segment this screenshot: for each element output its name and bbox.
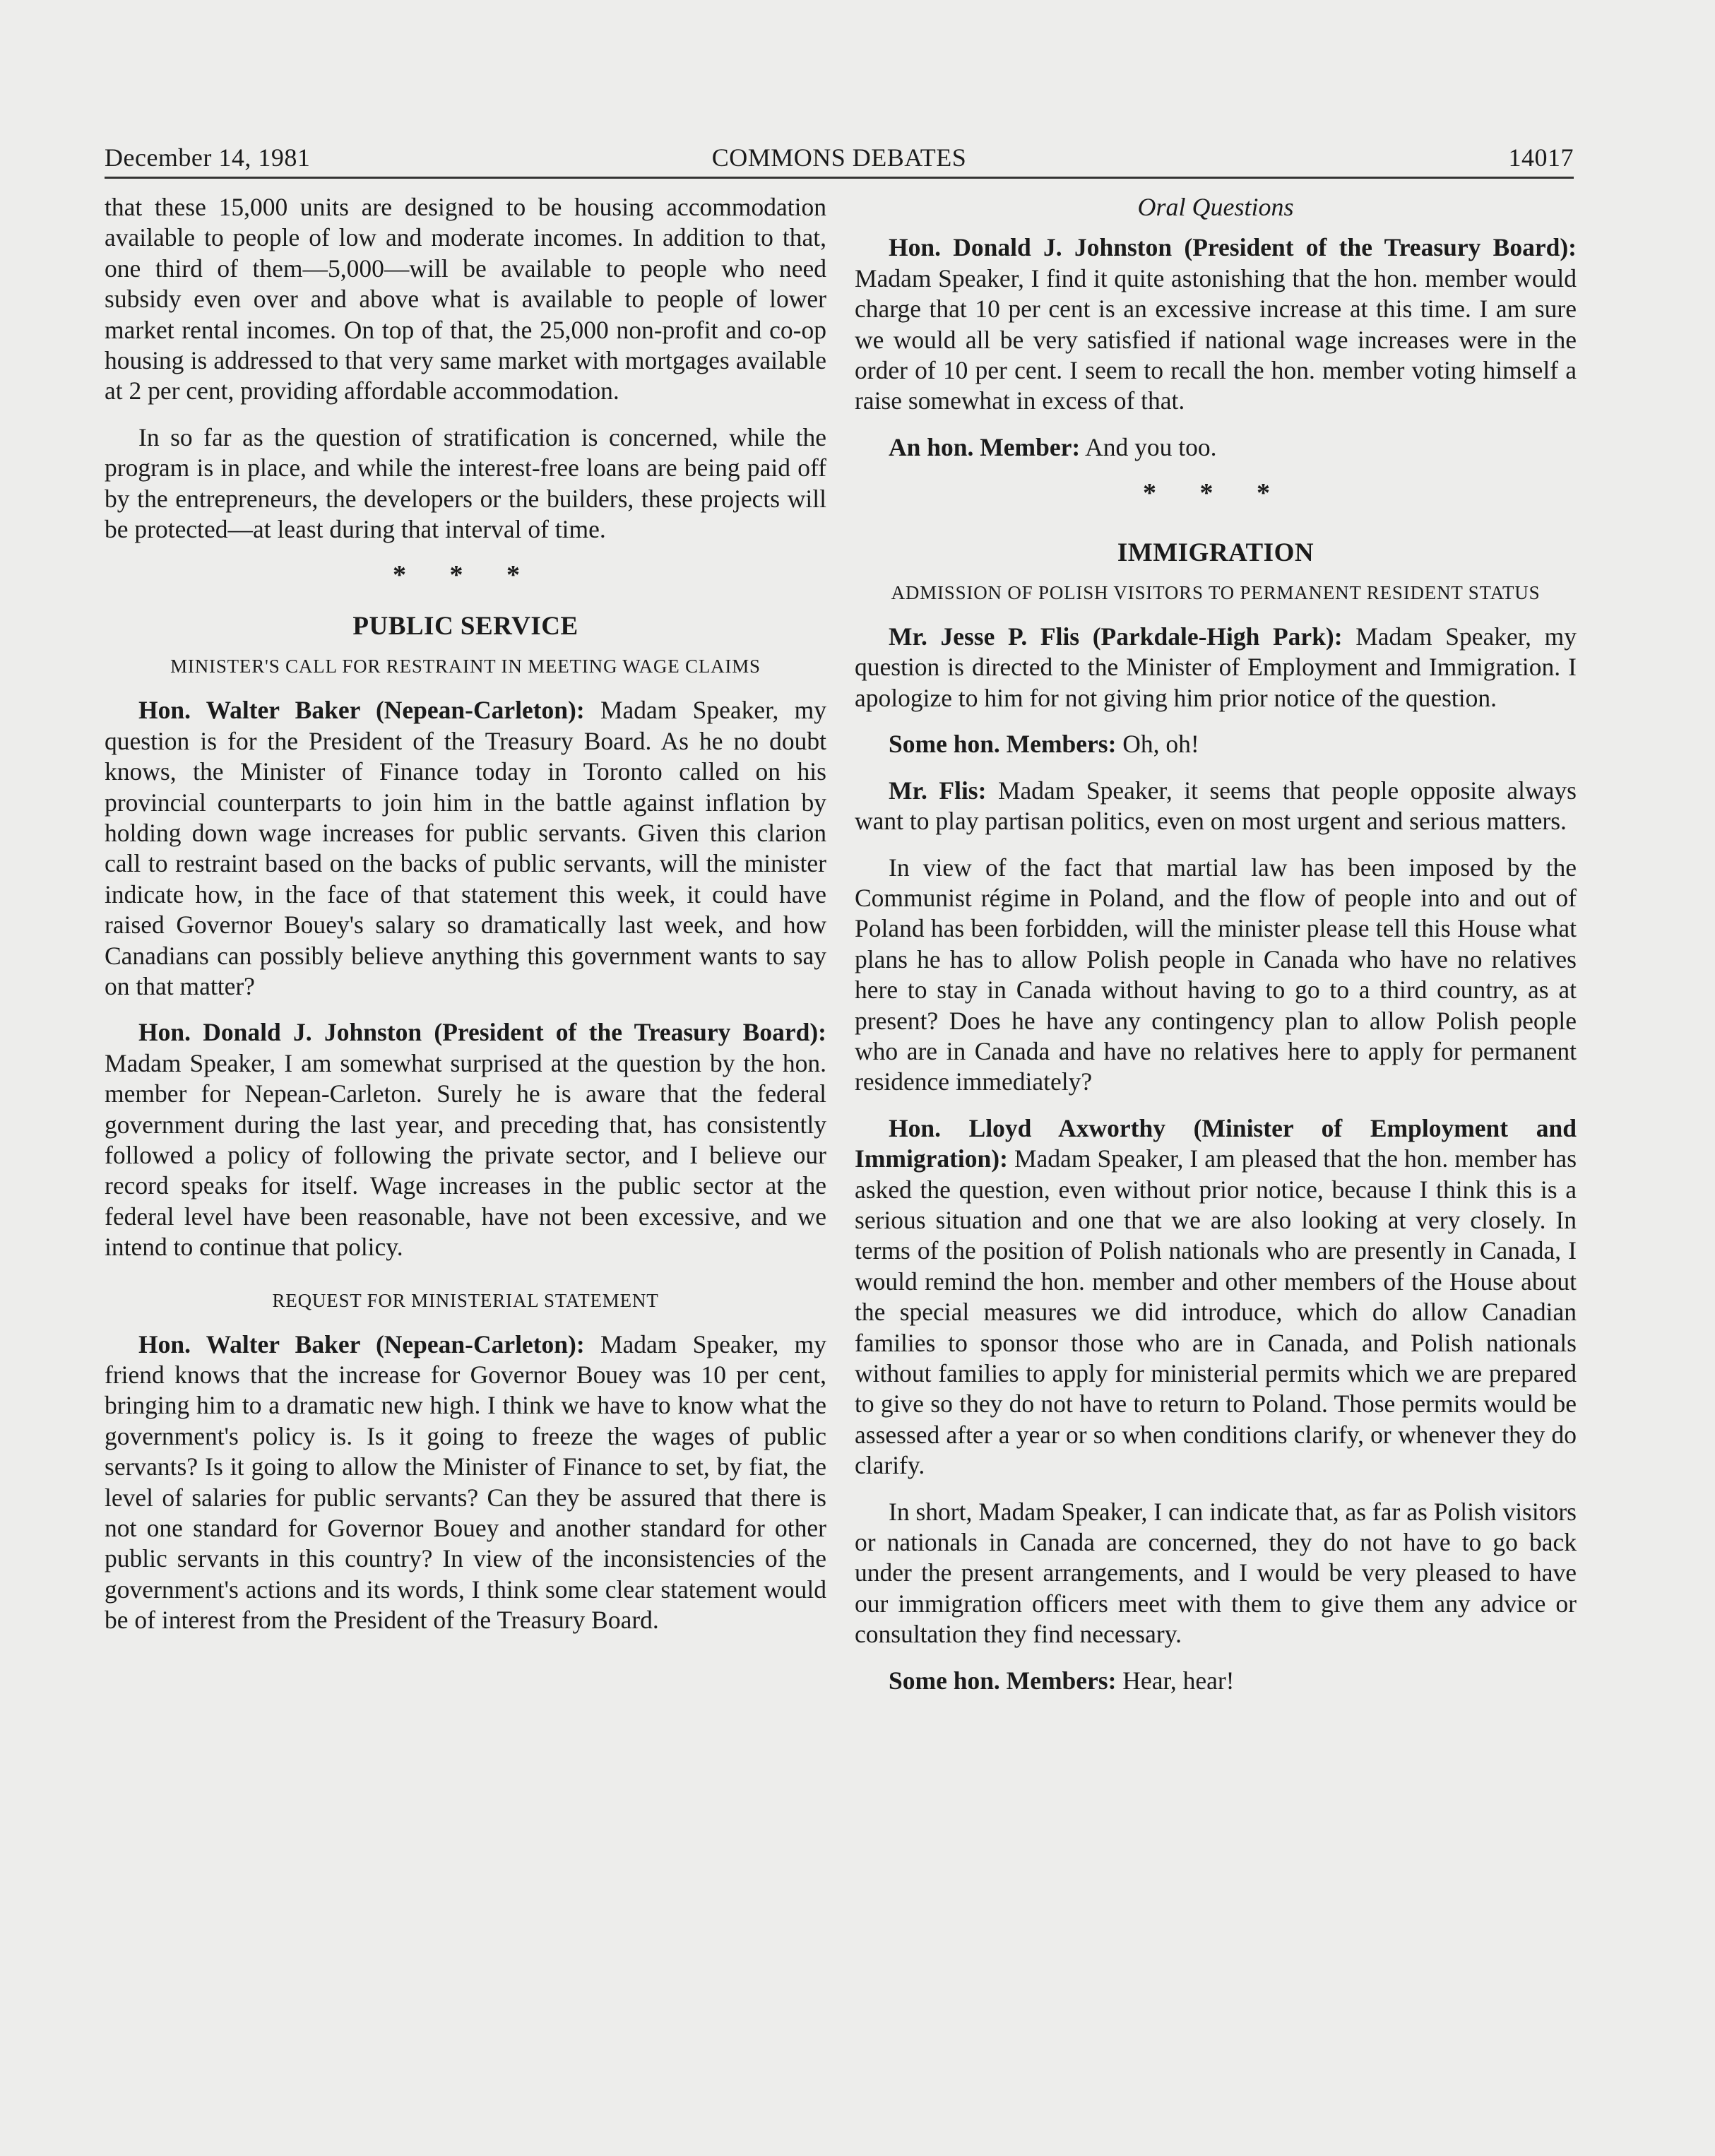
speech-paragraph (855, 1113, 1577, 1481)
speech-text: Madam Speaker, I am somewhat surprised at the question by the hon. member for Nepean-Carleton. Surely he is aware that the federal government during the last year, and preceding that, has consistently followed a policy of following the private sector, and I believe our record speaks for itself. Wage increases in the public sector at the federal level have been reasonable, have not been excessive, and we intend to continue that policy. (105, 1048, 826, 1262)
paragraph: In so far as the question of stratification is concerned, while the program is in place, and while the interest-free loans are being paid off by the entrepreneurs, the developers or the builders, these projects will be protected—at least during that interval of time. (105, 422, 826, 544)
speech-text: Hear, hear! (1122, 1666, 1235, 1695)
section-separator: * * * (1143, 478, 1288, 509)
speech-text: Madam Speaker, I find it quite astonishing that the hon. member would charge that 10 per cent is an excessive increase at this time. I am sure we would all be very satisfied if national wage increases were in the order of 10 per cent. I seem to recall the hon. member voting himself a raise somewhat in excess of that. (855, 263, 1577, 415)
speech-paragraph (855, 232, 1577, 416)
speaker-name: Hon. Walter Baker (Nepean-Carleton): (138, 696, 585, 725)
paragraph: In view of the fact that martial law has been imposed by the Communist régime in Poland, and the flow of people into and out of Poland has been forbidden, will the minister please tell this House what plans he has to allow Polish people in Canada who have no relatives here to stay in Canada without having to go to a third country, as at present? Does he have any contingency plan to allow Polish people who are in Canada and have no relatives here to apply for permanent residence immediately? (855, 853, 1577, 1096)
speech-paragraph (855, 776, 1577, 837)
speech-paragraph (855, 432, 1577, 463)
header-date: December 14, 1981 (105, 143, 311, 172)
section-separator: * * * (393, 560, 538, 591)
speech-text: And you too. (1085, 432, 1217, 461)
speech-text: Madam Speaker, it seems that people opposite always want to play partisan politics, even on most urgent and serious matters. (855, 776, 1577, 836)
section-subheading: REQUEST FOR MINISTERIAL STATEMENT (272, 1289, 659, 1311)
speech-text: Madam Speaker, I am pleased that the hon. member has asked the question, even without prior notice, because I think this is a serious situation and one that we are also looking at very closely. In terms of the position of Polish nationals who are presently in Canada, I would remind the hon. member and other members of the House about the special measures we did introduce, which do allow Canadian families to sponsor those who are in Canada, and Polish nationals without families to apply for ministerial permits which we are prepared to give so they do not have to return to Poland. Those permits would be assessed after a year or so when conditions clarify, or whenever they do clarify. (855, 1144, 1577, 1480)
section-subheading: MINISTER'S CALL FOR RESTRAINT IN MEETING WAGE CLAIMS (170, 656, 761, 677)
speech-paragraph (855, 729, 1577, 759)
speaker-name: Some hon. Members: (889, 1666, 1117, 1695)
section-heading: PUBLIC SERVICE (352, 611, 578, 641)
speech-text: Oh, oh! (1122, 730, 1199, 759)
section-subheading: ADMISSION OF POLISH VISITORS TO PERMANENT RESIDENT STATUS (891, 582, 1541, 604)
paragraph: that these 15,000 units are designed to be housing accommodation available to people of low and moderate incomes. In addition to that, one third of them—5,000—will be available to people who need subsidy even over and above what is available to people of lower market rental incomes. On top of that, the 25,000 non-profit and co-op housing is addressed to that very same market with mortgages available at 2 per cent, providing affordable accommodation. (105, 193, 826, 405)
section-heading: IMMIGRATION (1117, 538, 1315, 567)
speaker-name: Hon. Lloyd Axworthy (Minister of Employment and Immigration): (855, 1113, 1577, 1173)
header-title: COMMONS DEBATES (711, 143, 967, 172)
speaker-name: An hon. Member: (889, 432, 1081, 461)
speech-paragraph (105, 695, 826, 1002)
speech-paragraph (855, 622, 1577, 713)
speaker-name: Hon. Donald J. Johnston (President of the Treasury Board): (889, 233, 1577, 262)
speaker-name: Some hon. Members: (889, 730, 1117, 759)
speaker-name: Mr. Flis: (889, 776, 987, 805)
paragraph: In short, Madam Speaker, I can indicate that, as far as Polish visitors or nationals in Canada are concerned, they do not have to go back under the present arrangements, and I would be very pleased to have our immigration officers meet with them to give them any advice or consultation they find necessary. (855, 1497, 1577, 1649)
header-page-number: 14017 (1508, 143, 1574, 172)
running-head: Oral Questions (1137, 193, 1294, 221)
speaker-name: Hon. Walter Baker (Nepean-Carleton): (138, 1329, 585, 1358)
speaker-name: Hon. Donald J. Johnston (President of the Treasury Board): (138, 1018, 826, 1047)
speech-text: Madam Speaker, my question is directed to the Minister of Employment and Immigration. I apologize to him for not giving him prior notice of the question. (855, 622, 1577, 712)
speaker-name: Mr. Jesse P. Flis (Parkdale-High Park): (889, 622, 1343, 651)
speech-text: Madam Speaker, my question is for the President of the Treasury Board. As he no doubt knows, the Minister of Finance today in Toronto called on his provincial counterparts to join him in the battle against inflation by holding down wage increases for public servants. Given this clarion call to restraint based on the backs of public servants, will the minister indicate how, in the face of that statement this week, it could have raised Governor Bouey's salary so dramatically last week, and how Canadians can possibly believe anything this government wants to say on that matter? (105, 696, 827, 1000)
speech-paragraph (105, 1329, 826, 1636)
page-header (105, 141, 1574, 179)
speech-paragraph (855, 1666, 1577, 1696)
left-column (105, 192, 826, 1652)
speech-text: Madam Speaker, my friend knows that the increase for Governor Bouey was 10 per cent, bringing him to a dramatic new high. I think we have to know what the government's policy is. Is it going to freeze the wages of public servants? Is it going to allow the Minister of Finance to set, by fiat, the level of salaries for public servants? Can they be assured that there is not one standard for Governor Bouey and another standard for other public servants in this country? In view of the inconsistencies of the government's actions and its words, I think some clear statement would be of interest from the President of the Treasury Board. (105, 1329, 827, 1635)
speech-paragraph (105, 1017, 826, 1262)
right-column (855, 192, 1577, 1712)
